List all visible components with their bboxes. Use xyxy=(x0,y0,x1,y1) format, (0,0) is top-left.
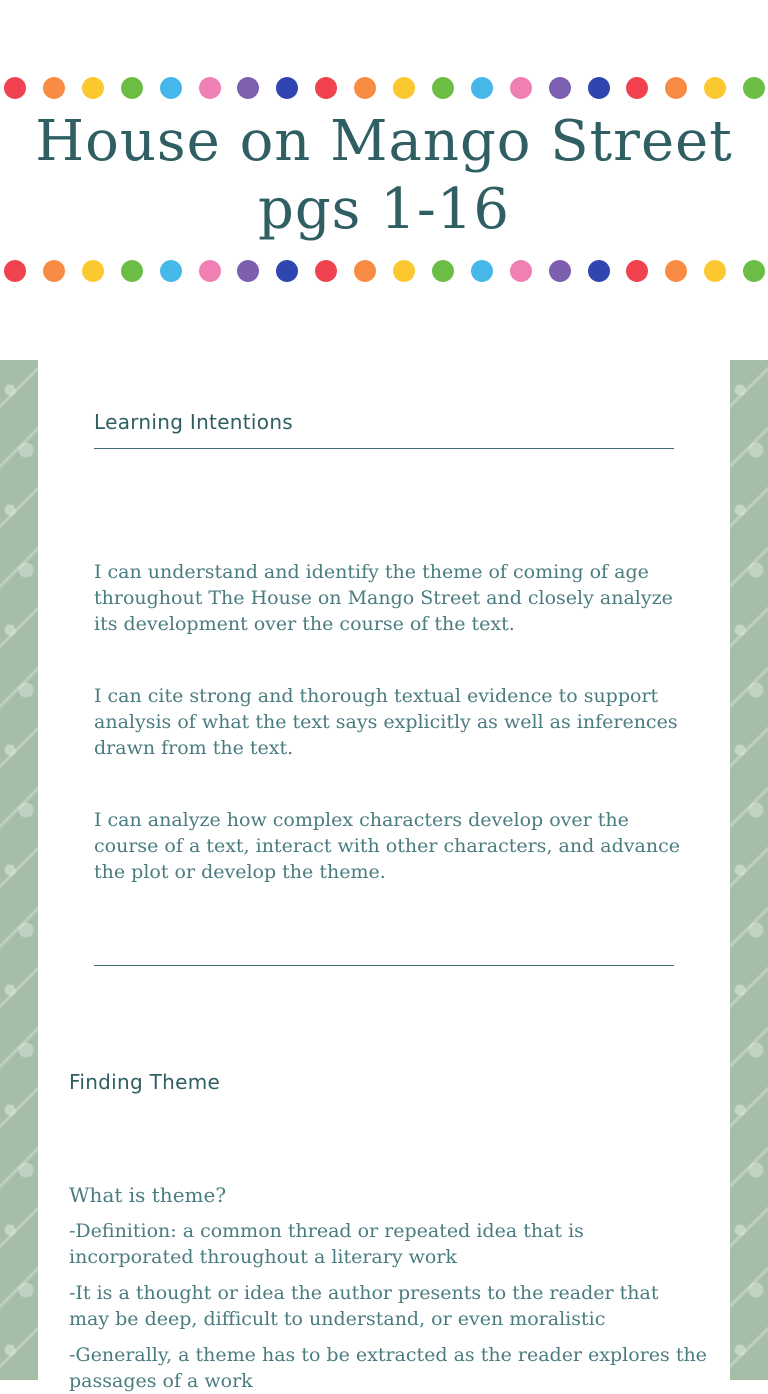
divider-top xyxy=(94,448,674,449)
decorative-dot xyxy=(82,77,104,99)
learning-intention-item: I can understand and identify the theme of coming of age throughout The House on Mango Street and closely analyze its development over the course of the text. xyxy=(94,561,673,635)
decorative-dot xyxy=(315,260,337,282)
decorative-dot xyxy=(199,77,221,99)
theme-definition-line: -Definition: a common thread or repeated idea that is incorporated throughout a literary work xyxy=(69,1220,584,1268)
patterned-sidebar-left xyxy=(0,360,38,1380)
learning-intentions-heading: Learning Intentions xyxy=(94,410,294,434)
decorative-dot xyxy=(626,77,648,99)
decorative-dot xyxy=(82,260,104,282)
decorative-dot xyxy=(315,77,337,99)
decorative-dot xyxy=(510,260,532,282)
decorative-dot xyxy=(121,77,143,99)
decorative-dot xyxy=(626,260,648,282)
theme-definition-line: -Generally, a theme has to be extracted as the reader explores the passages of a work xyxy=(69,1344,707,1392)
decorative-dot xyxy=(237,260,259,282)
decorative-dot xyxy=(471,260,493,282)
decorative-dot xyxy=(199,260,221,282)
decorative-dot xyxy=(354,77,376,99)
decorative-dot xyxy=(237,77,259,99)
decorative-dot xyxy=(588,260,610,282)
decorative-dot xyxy=(121,260,143,282)
decorative-dot xyxy=(549,260,571,282)
decorative-dot-border-bottom xyxy=(0,260,768,284)
finding-theme-heading: Finding Theme xyxy=(69,1070,221,1094)
decorative-dot xyxy=(704,77,726,99)
patterned-sidebar-right xyxy=(730,360,768,1380)
theme-definition-line: -It is a thought or idea the author presents to the reader that may be deep, difficult to understand, or even moralistic xyxy=(69,1282,659,1330)
decorative-dot xyxy=(743,260,765,282)
decorative-dot xyxy=(160,260,182,282)
decorative-dot xyxy=(4,77,26,99)
decorative-dot xyxy=(471,77,493,99)
learning-intention-item: I can analyze how complex characters develop over the course of a text, interact with other characters, and advance the plot or develop the theme. xyxy=(94,809,680,883)
decorative-dot xyxy=(510,77,532,99)
decorative-dot xyxy=(160,77,182,99)
decorative-dot xyxy=(393,260,415,282)
decorative-dot xyxy=(588,77,610,99)
decorative-dot xyxy=(276,77,298,99)
decorative-dot xyxy=(4,260,26,282)
learning-intention-item: I can cite strong and thorough textual evidence to support analysis of what the text says explicitly as well as inferences drawn from the text. xyxy=(94,685,678,759)
decorative-dot xyxy=(432,260,454,282)
decorative-dot-border-top xyxy=(0,77,768,101)
decorative-dot xyxy=(743,77,765,99)
decorative-dot xyxy=(665,260,687,282)
decorative-dot xyxy=(43,77,65,99)
theme-question: What is theme? xyxy=(69,1183,227,1207)
decorative-dot xyxy=(276,260,298,282)
decorative-dot xyxy=(549,77,571,99)
decorative-dot xyxy=(354,260,376,282)
page-title: House on Mango Street pgs 1-16 xyxy=(35,109,733,242)
decorative-dot xyxy=(43,260,65,282)
decorative-dot xyxy=(393,77,415,99)
decorative-dot xyxy=(665,77,687,99)
divider-bottom xyxy=(94,965,674,966)
decorative-dot xyxy=(704,260,726,282)
decorative-dot xyxy=(432,77,454,99)
